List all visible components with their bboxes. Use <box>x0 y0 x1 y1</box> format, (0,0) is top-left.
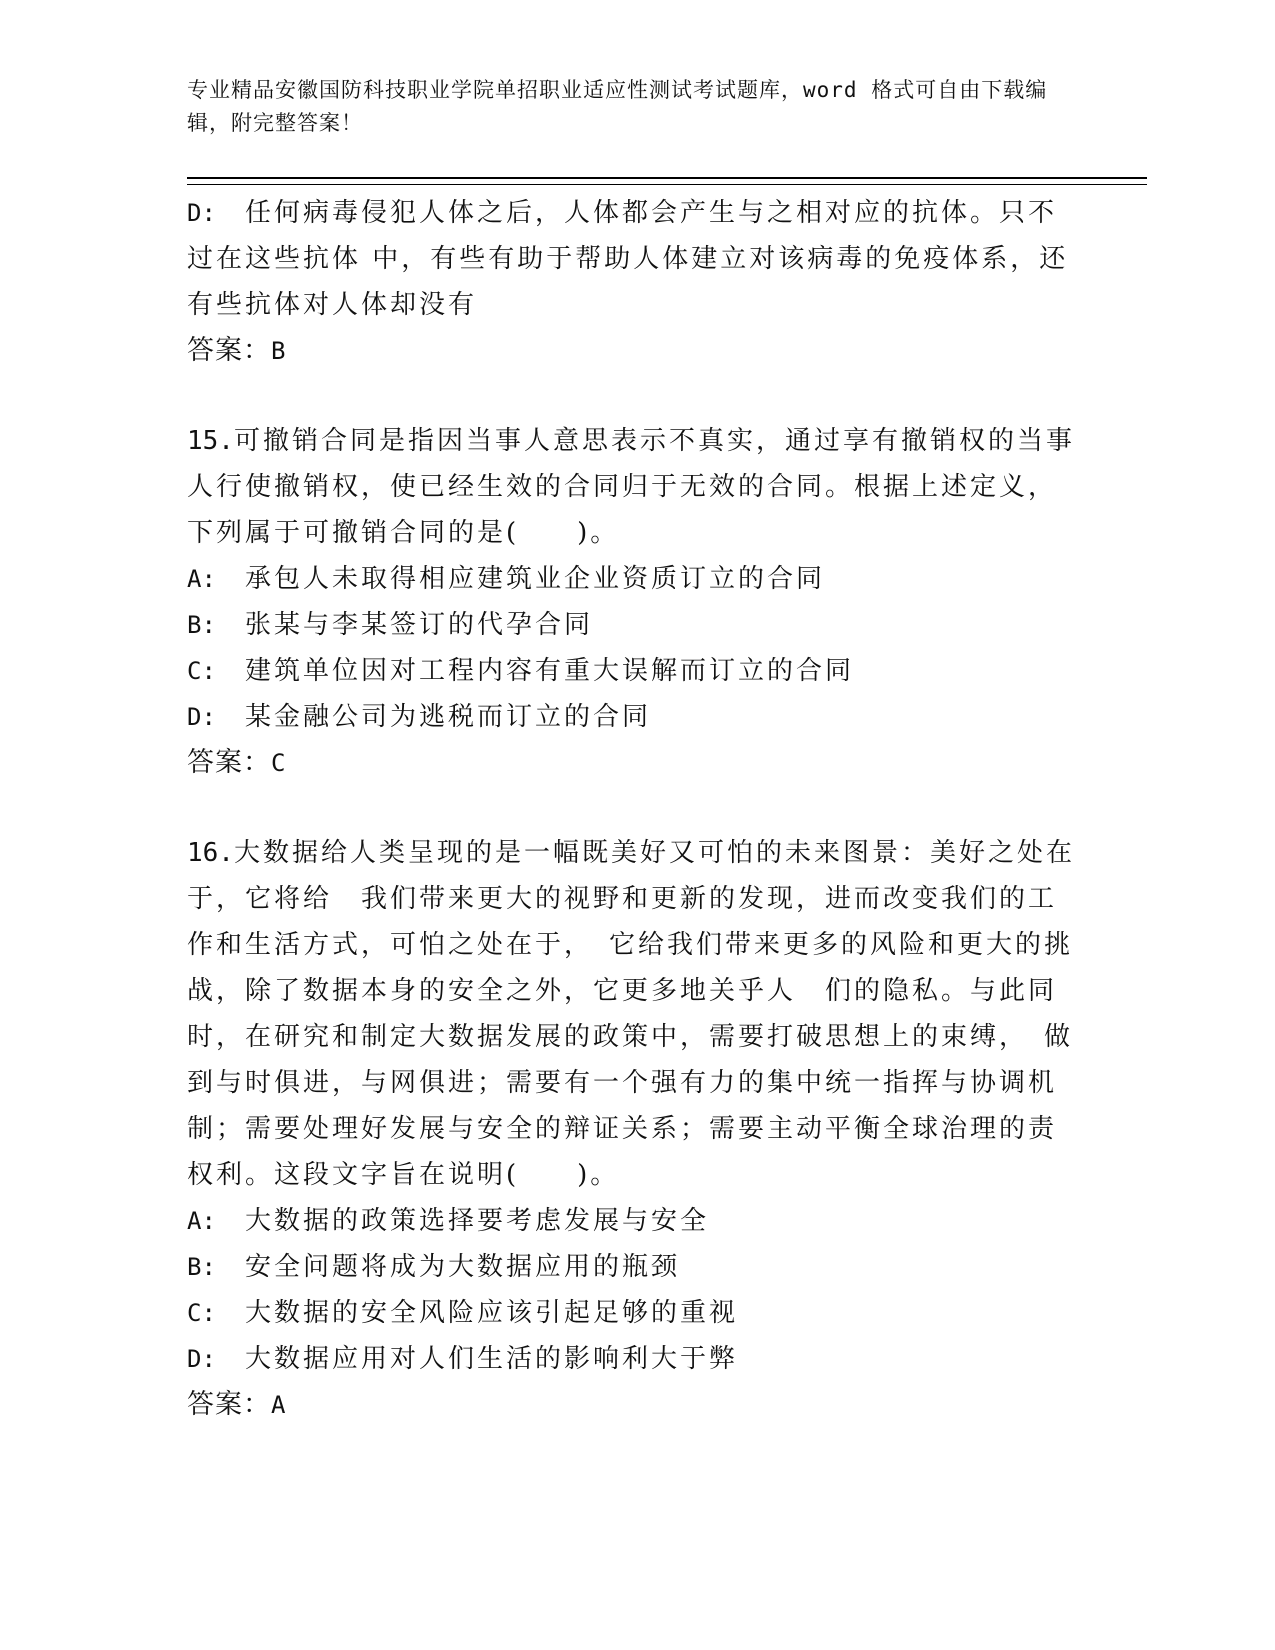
answer-label: 答案： <box>187 1389 271 1420</box>
option-d <box>187 190 1082 328</box>
option-text: 任何病毒侵犯人体之后，人体都会产生与之相对应的抗体。只不过在这些抗体 中，有些有助于帮助人体建立对该病毒的免疫体系，还有些抗体对人体却没有 <box>187 198 1069 320</box>
answer-line <box>187 328 1082 374</box>
question-text: 可撤销合同是指因当事人意思表示不真实，通过享有撤销权的当事人行使撤销权，使已经生效的合同归于无效的合同。根据上述定义，下列属于可撤销合同的是( )。 <box>187 426 1075 548</box>
spacer <box>187 786 1082 830</box>
option-text: 承包人未取得相应建筑业企业资质订立的合同 <box>245 564 826 594</box>
question-stem <box>187 418 1082 556</box>
answer-value: A <box>271 1391 287 1419</box>
question-number: 15. <box>187 426 234 456</box>
option-b <box>187 602 1082 648</box>
option-letter: D: <box>187 1345 216 1373</box>
option-text: 张某与李某签订的代孕合同 <box>245 610 594 640</box>
option-c <box>187 1290 1082 1336</box>
answer-line <box>187 1382 1082 1428</box>
answer-label: 答案： <box>187 747 271 778</box>
question-number: 16. <box>187 838 234 868</box>
option-text: 某金融公司为逃税而订立的合同 <box>245 702 652 732</box>
option-text: 建筑单位因对工程内容有重大误解而订立的合同 <box>245 656 855 686</box>
option-letter: B: <box>187 611 216 639</box>
option-d <box>187 694 1082 740</box>
spacer <box>187 374 1082 418</box>
answer-value: C <box>271 749 287 777</box>
question-text: 大数据给人类呈现的是一幅既美好又可怕的未来图景：美好之处在于，它将给 我们带来更大的视野和更新的发现，进而改变我们的工作和生活方式，可怕之处在于， 它给我们带来更多的风险和更大的挑战，除了数据本身的安全之外，它更多地关乎人 们的隐私。与此同时，在研究和制定大数据发展的政策中，需要打破思想上的束缚， 做到与时俱进，与网俱进；需要有一个强有力的集中统一指挥与协调机制；需要处理好发展与安全的辩证关系；需要主动平衡全球治理的责权利。这段文字旨在说明( )。 <box>187 838 1075 1190</box>
answer-line <box>187 740 1082 786</box>
option-letter: D: <box>187 199 216 227</box>
option-text: 大数据应用对人们生活的影响利大于弊 <box>245 1344 739 1374</box>
option-letter: B: <box>187 1253 216 1281</box>
option-a <box>187 556 1082 602</box>
answer-label: 答案： <box>187 335 271 366</box>
option-d <box>187 1336 1082 1382</box>
previous-question <box>187 190 1082 374</box>
option-letter: A: <box>187 565 216 593</box>
answer-value: B <box>271 337 287 365</box>
question-stem <box>187 830 1082 1198</box>
header-divider-thick <box>187 177 1147 179</box>
option-letter: A: <box>187 1207 216 1235</box>
page-header: 专业精品安徽国防科技职业学院单招职业适应性测试考试题库，word 格式可自由下载编辑，附完整答案！ <box>187 78 1048 135</box>
header-divider-thin <box>187 184 1147 185</box>
option-letter: C: <box>187 1299 216 1327</box>
option-a <box>187 1198 1082 1244</box>
option-text: 大数据的政策选择要考虑发展与安全 <box>245 1206 710 1236</box>
option-text: 大数据的安全风险应该引起足够的重视 <box>245 1298 739 1328</box>
option-letter: D: <box>187 703 216 731</box>
question-16 <box>187 830 1082 1428</box>
option-b <box>187 1244 1082 1290</box>
option-letter: C: <box>187 657 216 685</box>
option-text: 安全问题将成为大数据应用的瓶颈 <box>245 1252 681 1282</box>
question-15 <box>187 418 1082 786</box>
question-content <box>187 190 1082 1428</box>
option-c <box>187 648 1082 694</box>
